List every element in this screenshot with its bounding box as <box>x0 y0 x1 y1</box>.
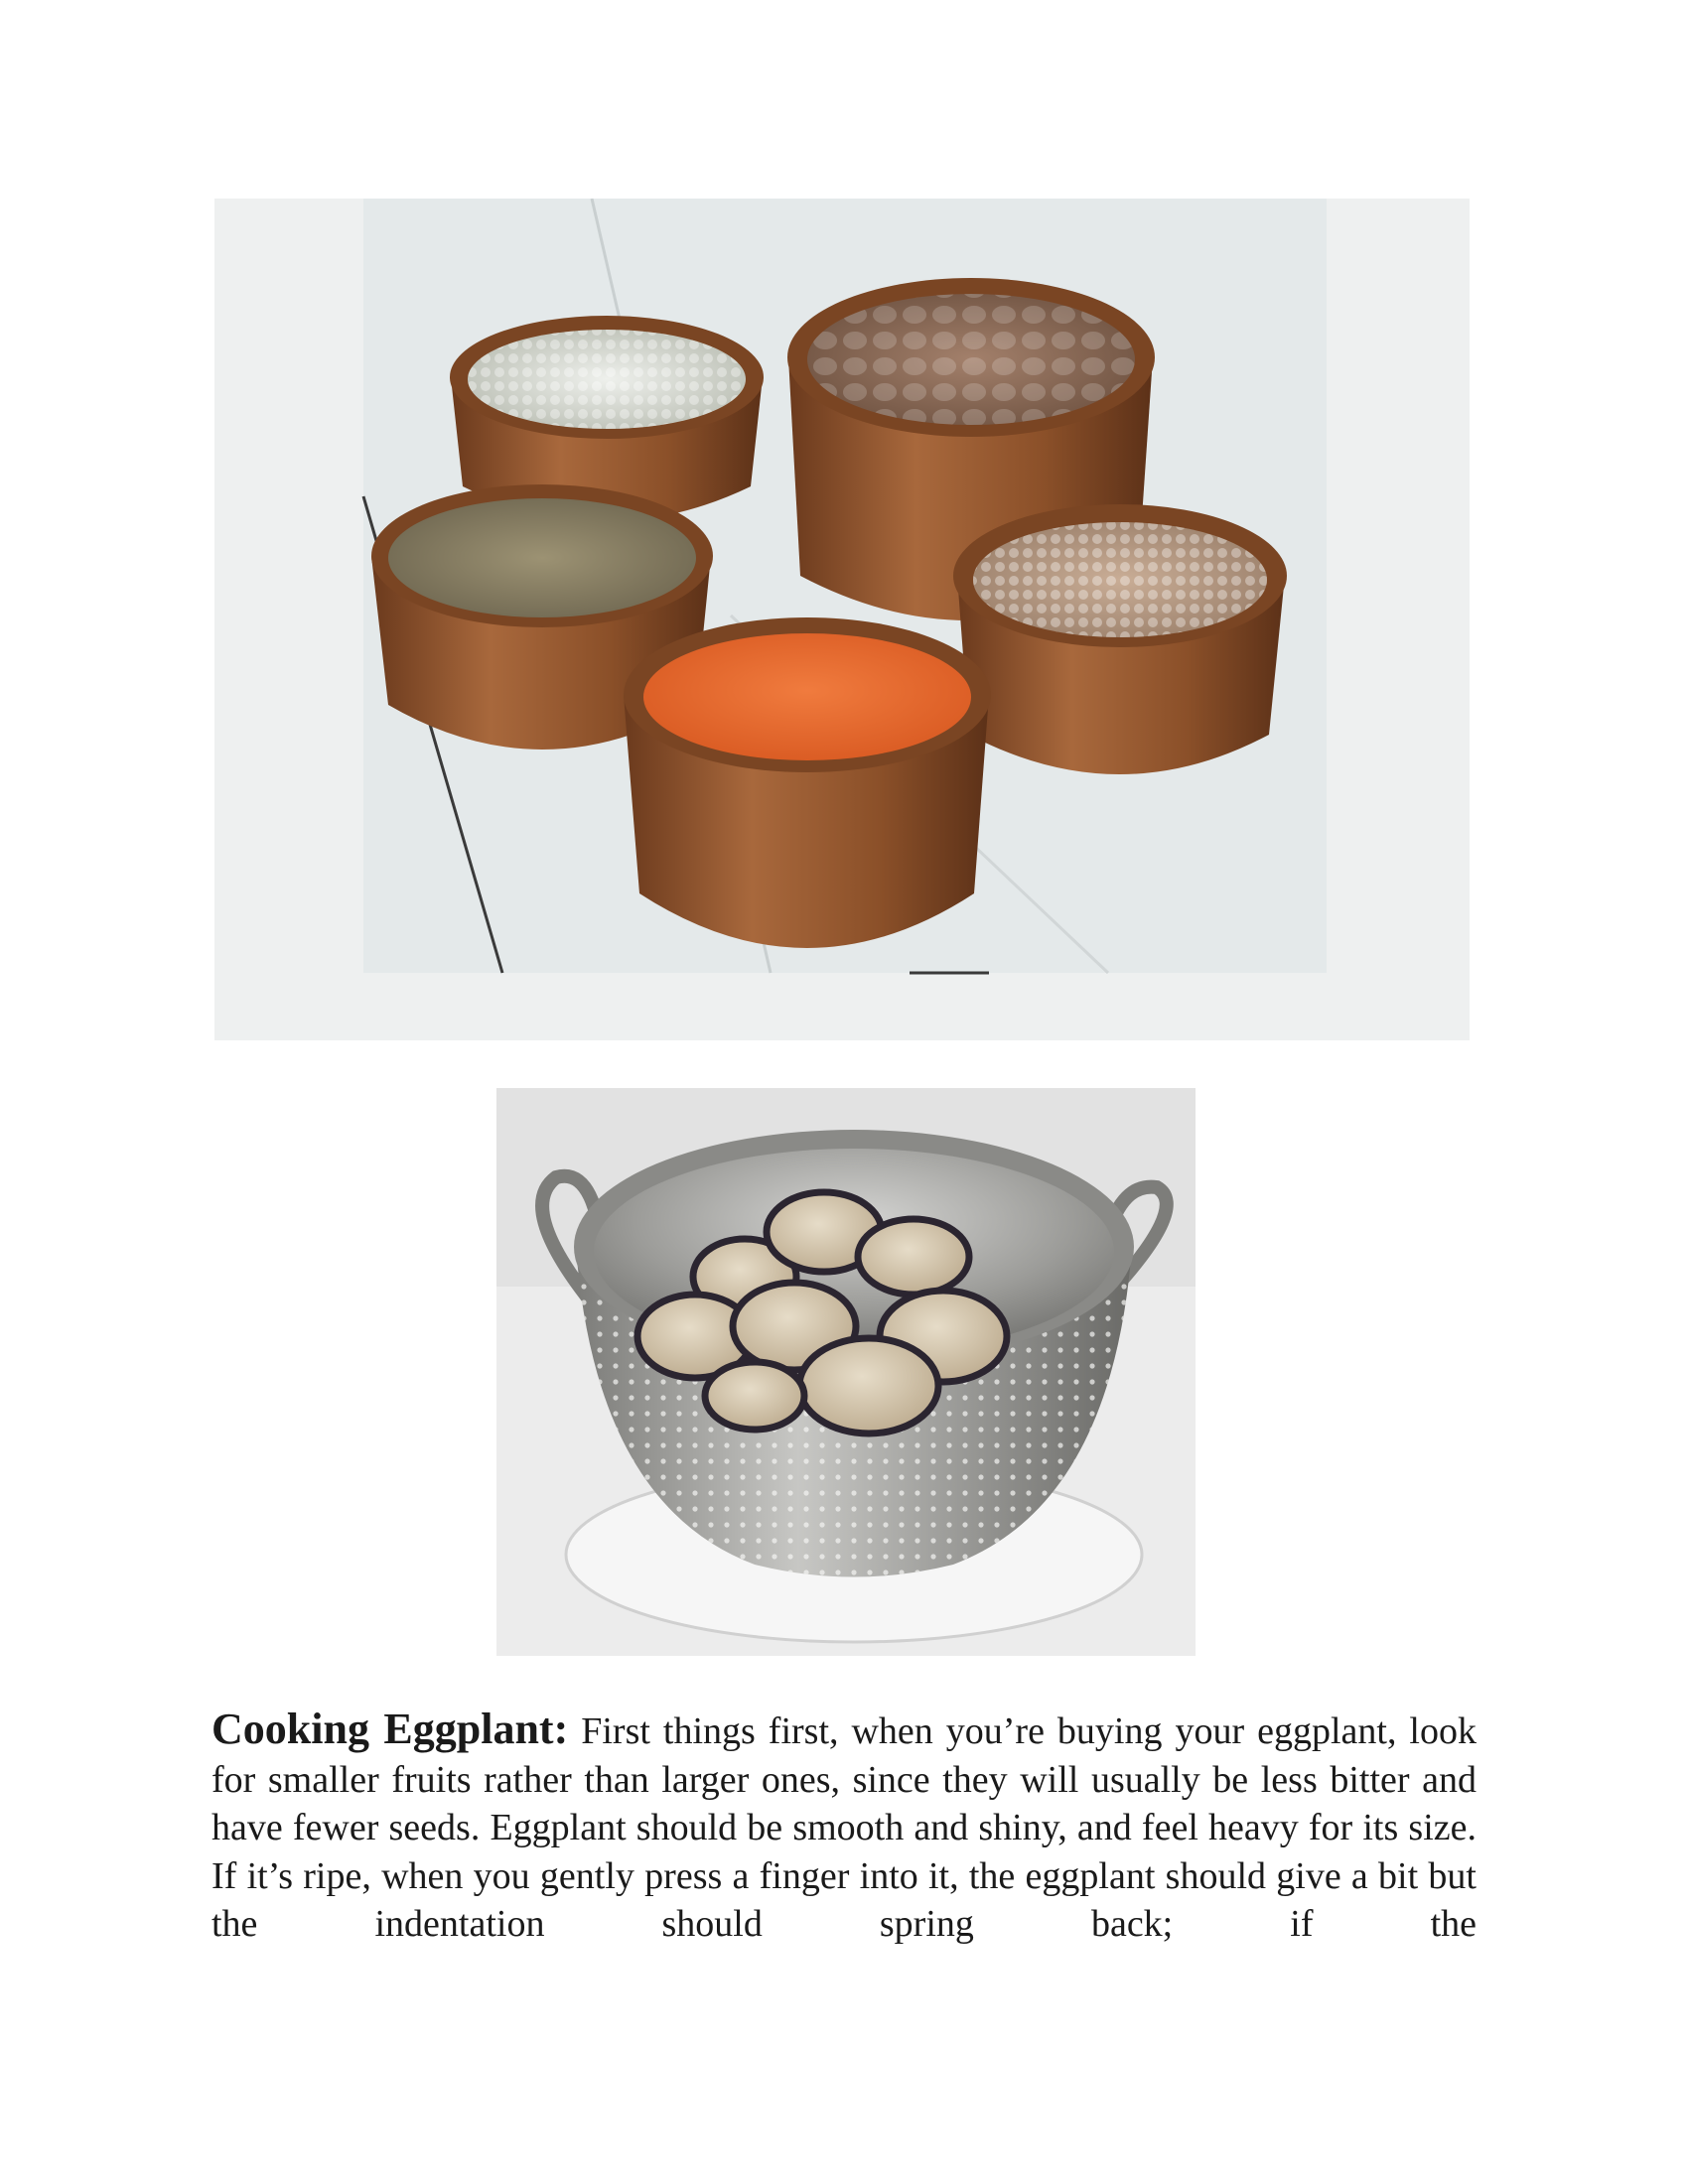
legumes-bowls-photo <box>214 199 1470 1040</box>
eggplant-colander-photo <box>496 1088 1196 1656</box>
section-heading: Cooking Eggplant: <box>211 1705 569 1753</box>
paragraph-body: First things first, when you’re buying your eggplant, look for smaller fruits rather than larger ones, since they will usually be less bitter and have fewer seeds. Eggplant should be smooth and shiny, and feel heavy for its size. If it’s ripe, when you gently press a finger into it, the eggplant should give a bit but the indentation should spring back; if the <box>211 1710 1477 1945</box>
article-paragraph <box>211 1706 1477 1949</box>
eggplant-colander-illustration <box>496 1088 1196 1656</box>
legumes-bowls-illustration <box>214 199 1470 1040</box>
